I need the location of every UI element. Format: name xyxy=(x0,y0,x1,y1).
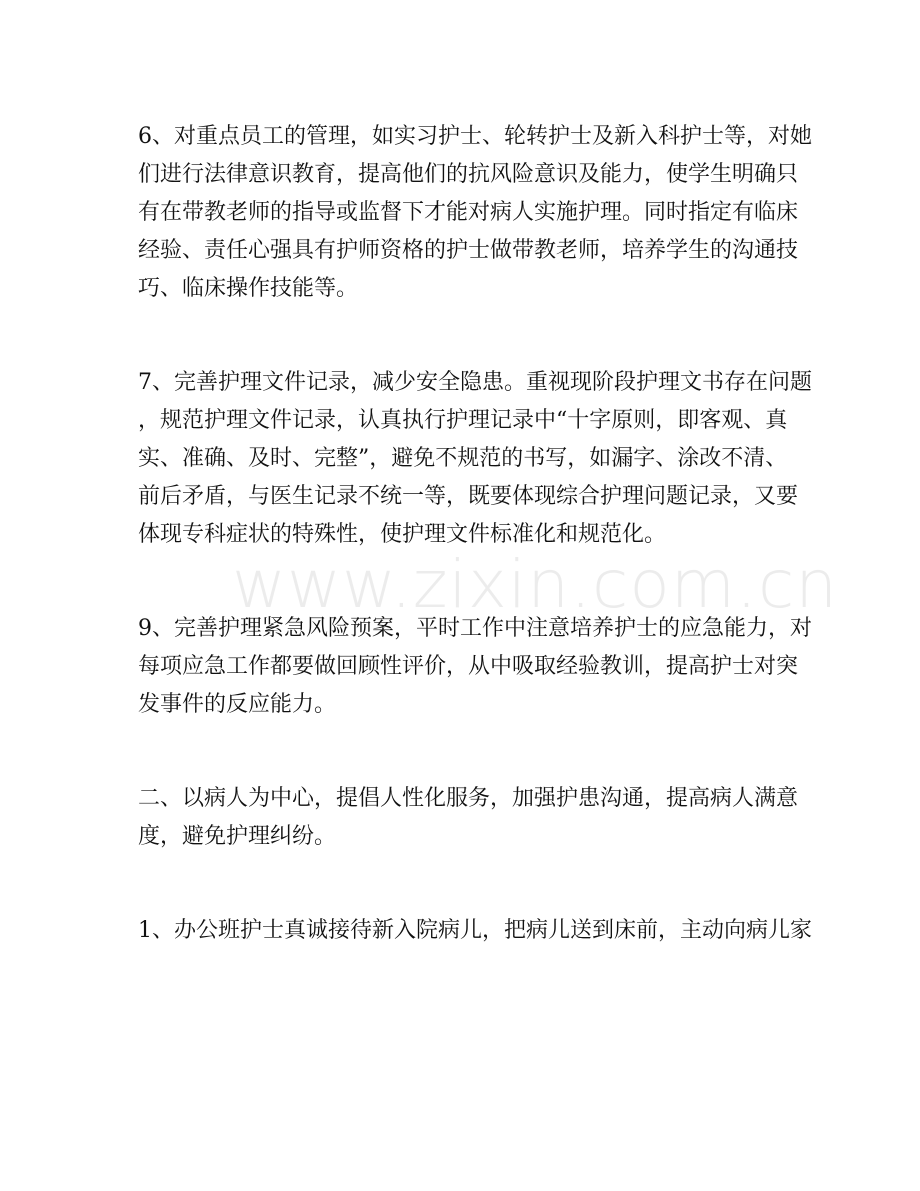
text-line: 发事件的反应能力。 xyxy=(138,692,337,717)
text-line: ，规范护理文件记录，认真执行护理记录中“十字原则，即客观、真 xyxy=(138,408,788,433)
paragraph-7 xyxy=(138,364,812,554)
paragraph-6 xyxy=(138,118,812,308)
text-line: 1、办公班护士真诚接待新入院病儿，把病儿送到床前，主动向病儿家 xyxy=(138,918,812,943)
paragraph-9 xyxy=(138,610,812,724)
text-line: 巧、临床操作技能等。 xyxy=(138,276,359,301)
text-line: 二、以病人为中心，提倡人性化服务，加强护患沟通，提高病人满意 xyxy=(138,786,799,811)
text-line: 每项应急工作都要做回顾性评价，从中吸取经验教训，提高护士对突 xyxy=(138,654,799,679)
text-line: 实、准确、及时、完整”，避免不规范的书写，如漏字、涂改不清、 xyxy=(138,446,788,471)
text-line: 体现专科症状的特殊性，使护理文件标准化和规范化。 xyxy=(138,522,667,547)
text-line: 9、完善护理紧急风险预案，平时工作中注意培养护士的应急能力，对 xyxy=(138,616,812,641)
watermark-text: www.zixin.com.cn xyxy=(232,546,839,623)
text-line: 们进行法律意识教育，提高他们的抗风险意识及能力，使学生明确只 xyxy=(138,162,799,187)
paragraph-1 xyxy=(138,912,812,950)
text-line: 度，避免护理纠纷。 xyxy=(138,824,337,849)
text-line: 有在带教老师的指导或监督下才能对病人实施护理。同时指定有临床 xyxy=(138,200,799,225)
text-line: 经验、责任心强具有护师资格的护士做带教老师，培养学生的沟通技 xyxy=(138,238,799,263)
text-line: 7、完善护理文件记录，减少安全隐患。重视现阶段护理文书存在问题 xyxy=(138,370,812,395)
text-line: 前后矛盾，与医生记录不统一等，既要体现综合护理问题记录，又要 xyxy=(138,484,799,509)
text-line: 6、对重点员工的管理，如实习护士、轮转护士及新入科护士等，对她 xyxy=(138,124,812,149)
section-heading-2 xyxy=(138,780,799,856)
document-body xyxy=(138,118,839,1006)
